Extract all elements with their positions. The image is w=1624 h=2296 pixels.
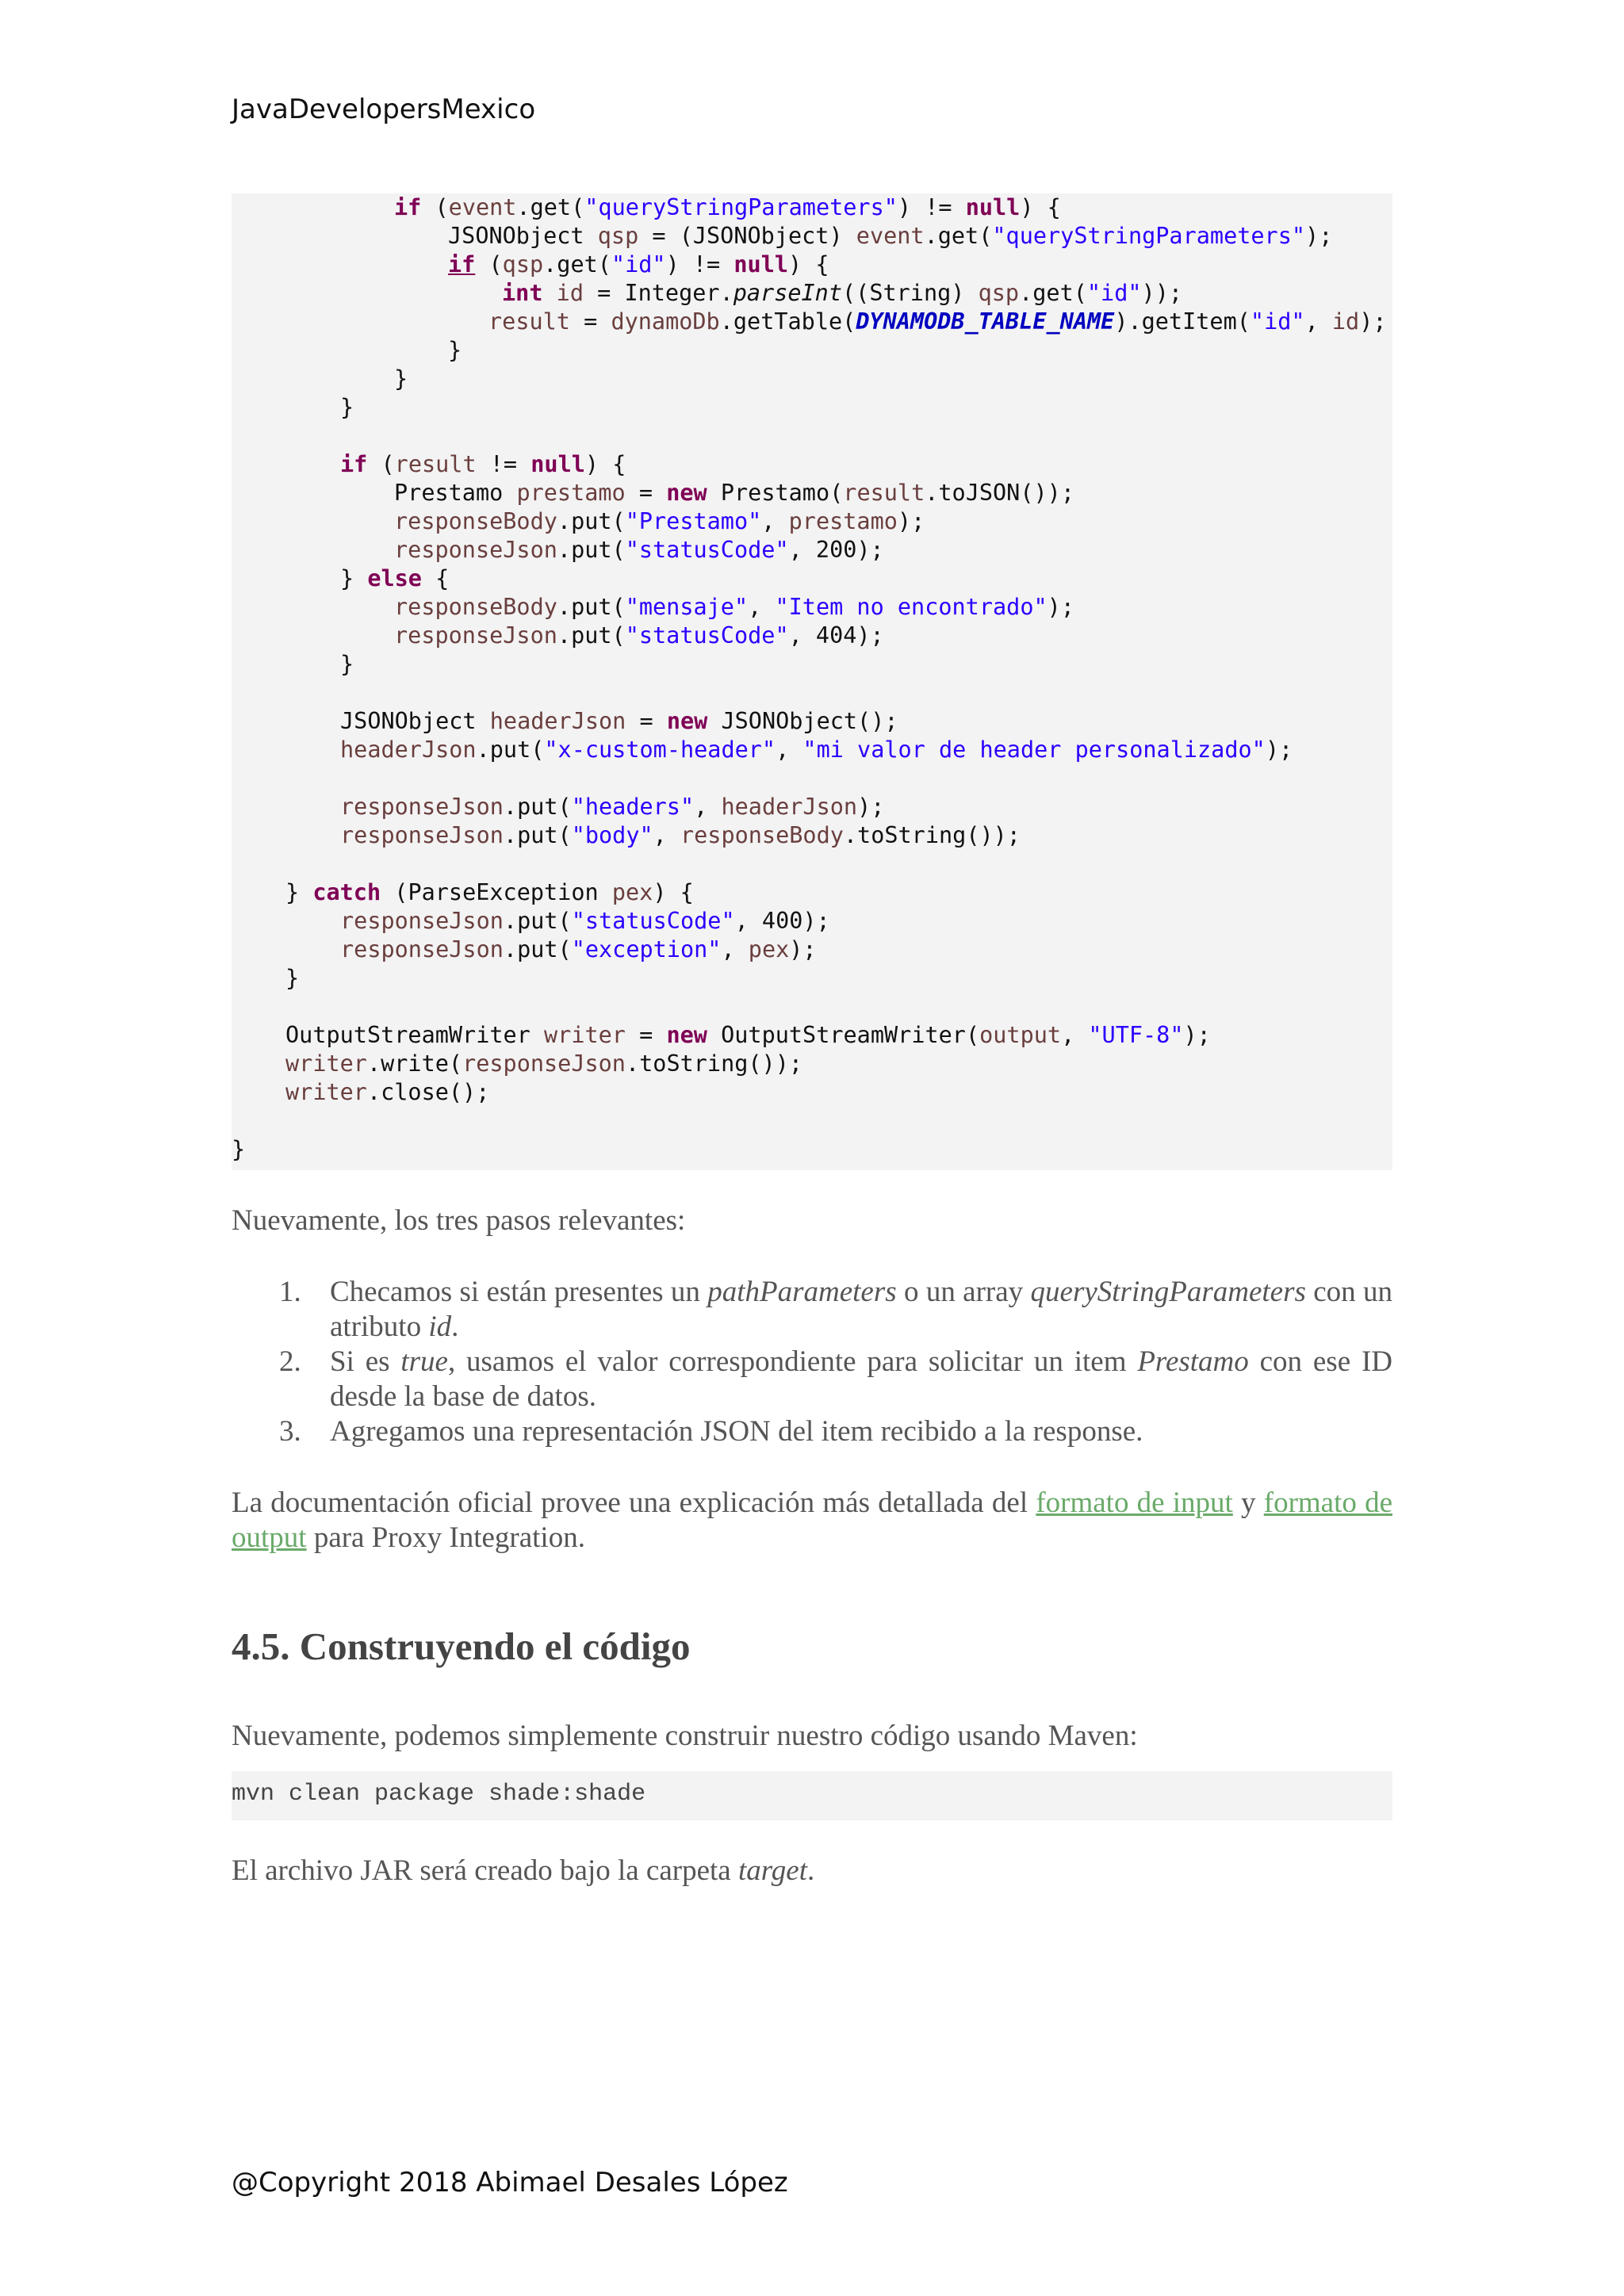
code-token: new [666,1022,707,1048]
code-token: .put( [503,908,572,934]
code-token: parseInt [733,280,843,306]
code-line [340,564,449,593]
code-line [394,593,1074,622]
list-item [279,1345,1392,1414]
code-line [394,536,884,564]
input-format-link[interactable]: formato de input [1036,1487,1233,1519]
code-token: (ParseException [381,879,612,905]
code-token: ); [789,936,817,962]
code-token: ) { [653,879,694,905]
build-paragraph: Nuevamente, podemos simplemente construir nuestro código usando Maven: [232,1720,1138,1752]
code-token: event [856,223,925,249]
code-token: .toString()); [843,822,1021,848]
code-token: .put( [557,537,626,563]
code-token: , 404); [788,622,884,649]
code-line [394,193,1061,222]
code-token: ( [367,451,395,477]
code-line [285,878,694,907]
code-token: id [556,280,584,306]
code-token: = (JSONObject) [638,223,856,249]
code-token: "Prestamo" [625,508,762,534]
code-line [340,907,830,936]
page-footer: @Copyright 2018 Abimael Desales López [232,2167,788,2198]
code-token: "statusCode" [571,908,735,934]
code-token: .get( [516,194,585,220]
code-token: prestamo [788,508,898,534]
code-token: "body" [571,822,653,848]
code-token: ); [1183,1022,1211,1048]
code-token: JSONObject [448,223,598,249]
code-token: responseJson [340,908,504,934]
code-line: } [340,651,354,677]
code-token: ); [857,794,885,820]
text-run: con un atributo [330,1276,1392,1343]
code-token: .toString()); [625,1050,803,1077]
code-token: ( [475,251,503,277]
code-token: .put( [476,737,545,763]
code-token: headerJson [721,794,858,820]
code-token: .toJSON()); [925,480,1074,506]
code-token: OutputStreamWriter [285,1022,545,1048]
code-token: Prestamo [394,480,517,506]
code-token: .get( [1019,280,1087,306]
code-token: "exception" [571,936,722,962]
text-run: La documentación oficial provee una explicación más detallada del [232,1487,1036,1519]
code-token: int [502,280,543,306]
code-token: JSONObject(); [707,708,898,734]
code-token: .put( [557,622,626,649]
code-token: ); [897,508,925,534]
code-token: .put( [503,822,572,848]
text-run: . [451,1311,459,1343]
code-token: , [1061,1022,1089,1048]
code-token: responseJson [340,936,504,962]
code-token: , 200); [788,537,884,563]
code-token: qsp [597,223,639,249]
intro-paragraph: Nuevamente, los tres pasos relevantes: [232,1204,686,1237]
code-token: .put( [503,794,572,820]
code-token: responseJson [462,1050,626,1077]
code-token: responseJson [340,822,504,848]
code-token: catch [312,879,381,905]
code-token: null [733,251,789,277]
code-token: ) != [897,194,966,220]
list-item [279,1275,1392,1345]
code-token: "headers" [571,794,695,820]
output-format-link[interactable]: formato de output [232,1487,1392,1554]
code-token: .close(); [366,1079,490,1105]
code-line [340,736,1293,764]
code-token: ) { [1020,194,1061,220]
code-token: "queryStringParameters" [992,223,1306,249]
code-token: prestamo [516,480,626,506]
code-token: result [843,480,925,506]
code-line: } [394,365,408,392]
code-token: , [694,794,722,820]
code-token: , [776,737,803,763]
code-token: "id" [1086,280,1142,306]
code-token: = [569,308,611,335]
text-run: con ese ID desde la base de datos. [330,1345,1392,1413]
code-line [488,308,1387,336]
code-token: pex [611,879,653,905]
code-token: } [285,879,313,905]
text-run: . [807,1854,815,1887]
code-token: output [979,1022,1062,1048]
code-token: .write( [366,1050,463,1077]
code-line: } [232,1136,246,1162]
code-line [502,279,1182,308]
code-token: responseJson [340,794,504,820]
code-token: responseBody [394,594,557,620]
code-token: .put( [503,936,572,962]
code-token: .put( [557,508,626,534]
list-number: 3. [279,1415,301,1448]
code-token: = [625,1022,667,1048]
text-run: para Proxy Integration. [306,1521,585,1554]
list-item [279,1414,1392,1449]
code-token: null [965,194,1021,220]
code-line [340,707,898,736]
command-text: mvn clean package shade:shade [232,1781,646,1808]
code-token: writer [285,1079,367,1105]
code-token: "Item no encontrado" [775,594,1048,620]
code-token: result [488,308,570,335]
code-block [232,193,1392,1170]
text-run: y [1232,1487,1264,1519]
list-text [330,1275,1392,1345]
code-token: = Integer. [583,280,733,306]
code-token: = [626,708,667,734]
code-token: "mi valor de header personalizado" [802,737,1266,763]
code-token: , [721,936,749,962]
text-run: Checamos si están presentes un [330,1276,708,1308]
text-run: El archivo JAR será creado bajo la carpeta [232,1854,738,1887]
code-token: "queryStringParameters" [584,194,898,220]
code-token: DYNAMODB_TABLE_NAME [856,308,1115,335]
code-line: } [448,337,462,363]
code-token: if [340,451,368,477]
code-line [340,793,884,821]
code-token: ((String) [842,280,979,306]
code-token [542,280,556,306]
list-number: 2. [279,1345,301,1378]
list-number: 1. [279,1276,301,1308]
code-token: , [761,508,789,534]
code-token: OutputStreamWriter( [707,1022,980,1048]
list-text [330,1414,1392,1449]
code-token: responseBody [680,822,844,848]
text-run: id [428,1311,452,1343]
code-token: != [476,451,531,477]
section-heading: 4.5. Construyendo el código [232,1624,691,1668]
code-token: = [625,480,667,506]
code-token: new [666,708,708,734]
code-token: , 400); [734,908,830,934]
code-token: if [448,251,476,277]
code-line [285,1078,489,1107]
code-token: null [530,451,585,477]
code-line [340,936,817,964]
page-header: JavaDevelopersMexico [232,94,536,125]
code-token: .getTable( [719,308,856,335]
code-token: writer [544,1022,626,1048]
code-token: ( [421,194,449,220]
text-run: pathParameters [707,1276,897,1308]
code-token: JSONObject [340,708,490,734]
code-line [285,1050,802,1078]
text-run: Prestamo [1137,1345,1249,1378]
code-token: { [421,565,450,591]
code-token: ); [1047,594,1074,620]
text-run: true [400,1345,448,1378]
code-line [448,251,829,279]
code-line [394,479,1074,507]
code-token: dynamoDb [611,308,720,335]
code-token: ); [1359,308,1387,335]
code-token: headerJson [489,708,626,734]
code-token: ); [1265,737,1293,763]
code-token: ) { [584,451,626,477]
code-token: ); [1305,223,1333,249]
code-token: responseJson [394,537,557,563]
code-token: new [666,480,707,506]
text-run: queryStringParameters [1030,1276,1306,1308]
list-text [330,1345,1392,1414]
code-token: "UTF-8" [1088,1022,1184,1048]
code-line [394,507,925,536]
code-token: "statusCode" [625,537,789,563]
code-token: qsp [978,280,1020,306]
code-token: if [394,194,422,220]
code-token: result [394,451,477,477]
code-token: responseJson [394,622,557,649]
command-block [232,1771,1392,1820]
code-line [394,622,884,650]
code-line: } [340,394,354,420]
code-token: , [1304,308,1332,335]
code-token: .put( [557,594,626,620]
jar-paragraph [232,1854,1392,1888]
code-line [285,1021,1211,1050]
code-token: , [748,594,776,620]
code-token: else [367,565,422,591]
code-token: .get( [543,251,611,277]
code-token: "id" [1250,308,1305,335]
code-token: ) != [665,251,734,277]
code-token: pex [748,936,790,962]
code-line [340,450,626,479]
code-token: } [340,565,368,591]
code-token: )); [1141,280,1183,306]
code-token: "mensaje" [625,594,749,620]
text-run: o un array [896,1276,1031,1308]
code-token: .get( [924,223,993,249]
code-token: "statusCode" [625,622,789,649]
code-token: "x-custom-header" [544,737,776,763]
text-run: , usamos el valor correspondiente para solicitar un item [447,1345,1138,1378]
code-token: qsp [502,251,544,277]
code-token: "id" [611,251,666,277]
documentation-paragraph [232,1486,1392,1556]
code-token: , [653,822,680,848]
text-run: target [737,1854,807,1887]
code-token: writer [285,1050,367,1077]
code-line [448,222,1332,251]
text-run: Agregamos una representación JSON del item recibido a la response. [330,1415,1143,1448]
code-token: ) { [788,251,829,277]
code-token: responseBody [394,508,557,534]
code-token: Prestamo( [707,480,844,506]
code-token: ).getItem( [1114,308,1251,335]
text-run: Si es [330,1345,401,1378]
code-token: id [1331,308,1360,335]
code-token: event [448,194,517,220]
code-token: headerJson [340,737,477,763]
code-line: } [285,965,300,991]
code-line [340,821,1021,850]
